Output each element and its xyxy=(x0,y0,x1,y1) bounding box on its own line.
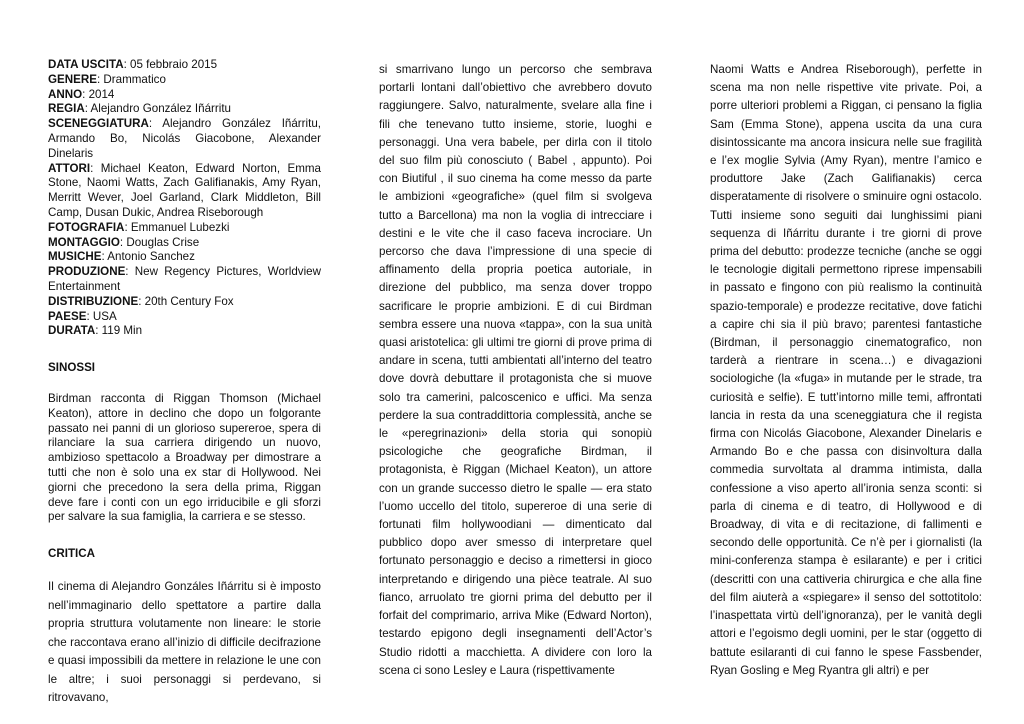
credit-country: PAESE: USA xyxy=(48,309,117,323)
credit-editing: MONTAGGIO: Douglas Crise xyxy=(48,235,200,249)
credit-year: ANNO: 2014 xyxy=(48,87,115,101)
credit-director: REGIA: Alejandro González Iñárritu xyxy=(48,102,232,116)
credit-distribution: DISTRIBUZIONE: 20th Century Fox xyxy=(48,294,234,308)
credit-duration: DURATA: 119 Min xyxy=(48,324,143,338)
credit-genre: GENERE: Drammatico xyxy=(48,72,166,86)
sinossi-text: Birdman racconta di Riggan Thomson (Michael Keaton), attore in declino che dopo un folgorante passato nei panni di un glorioso supereroe, spera di rilanciare la sua carriera dirigendo un nuovo, ambizioso spettacolo a Broadway per dimostrare a tutti che non è solo una ex star di Hollywood. Nei giorni che precedono la sera della prima, Riggan deve fare i conti con un ego irriducibile e gli sforzi per salvare la sua famiglia, la carriera e se stesso. xyxy=(48,391,321,524)
critica-text-part3: Naomi Watts e Andrea Riseborough), perfette in scena ma non nelle rispettive vite private. Poi, a porre ulteriori problemi a Riggan, ci pensano la figlia Sam (Emma Stone), appena uscita da una cura disintossicante ma ancora insicura nelle sue fragilità e l’ex moglie Sylvia (Amy Ryan), mentre l’amico e produttore Jake (Zach Galifianakis) cerca disperatamente di risolvere o sminuire ogni ostacolo. Tutti insieme sono seguiti dai lunghissimi piani sequenza di Iñárritu durante i tre giorni di prove prima del debutto: prodezze tecniche (anche se oggi le tecnologie digitali permettono riprese impensabili in passato e fingono con più realismo la continuità spazio-temporale) e prodezze recitative, dove fatichi a capire chi sia il più bravo; parentesi fantastiche (Birdman, il personaggio cinematografico, non tarderà a rientrare in scena…) e divagazioni sociologiche (la «fuga» in mutande per le strade, tra curiosità e selfie). E tutt’intorno mille temi, affrontati lancia in resta da una sceneggiatura che il regista firma con Nicolás Giacobone, Alexander Dinelaris e Armando Bo e che passa con disinvoltura dalla commedia survoltata al dramma intimista, dalla confessione a viso aperto all’ironia senza sconti: si parla di cinema e di teatro, di Hollywood e di Broadway, di vita e di recitazione, di fallimenti e secondo delle opportunità. Ce n’è per i giornalisti (la mini-conferenza stampa è esilarante) e per i critici (descritti con una cattiveria chirurgica e che alla fine del film aiuterà a «spiegare» il senso del sottotitolo: l’inaspettata virtù dell’ignoranza), per le vanità degli attori e l’egoismo degli uomini, per le star (oggetto di battute esilaranti di cui fanno le spese Fassbender, Ryan Gosling e Meg Ryantra gli altri) e per xyxy=(710,63,982,677)
credit-screenplay: SCENEGGIATURA: Alejandro González Iñárritu, Armando Bo, Nicolás Giacobone, Alexander Dinelaris xyxy=(48,117,321,160)
critica-text-part2: si smarrivano lungo un percorso che sembrava portarli lontani dall’obiettivo che avrebbero dovuto raggiungere. Salvo, naturalmente, svelare alla fine i fili che tenevano tutto insieme, storie, luoghi e personaggi. Una vera babele, per dirla con il titolo del suo film più conosciuto ( Babel , appunto). Poi con Biutiful , il suo cinema ha come messo da parte le ambizioni «geografiche» (quel film si svolgeva tutto a Barcellona) ma non la voglia di intrecciare i destini e le vite che il caso faceva incrociare. Un percorso che dava l’impressione di una specie di affinamento della propria poetica autoriale, in direzione del pubblico, ma senza dover troppo sacrificare le proprie ambizioni. E di cui Birdman sembra essere una nuova «tappa», con la sua unità quasi aristotelica: gli ultimi tre giorni di prove prima di andare in scena, tutti ambientati all’interno del teatro dove dovrà debuttare il protagonista che si muove solo tra camerini, palcoscenico e uffici. Ma senza perdere la sua contraddittoria complessità, anche se le «peregrinazioni» della storia qui sonopiù psicologiche che geografiche Birdman, il protagonista, è Riggan (Michael Keaton), un attore con un grande successo dietro le spalle — era stato l’uomo uccello del titolo, supereroe di una serie di fortunati film hollywoodiani — dimenticato dal pubblico dopo aver smesso di interpretare quel fortunato personaggio e deciso a rimettersi in gioco interpretando e dirigendo una pièce teatrale. Al suo fianco, arruolato tre giorni prima del debutto per il forfait del comprimario, arriva Mike (Edward Norton), testardo epigono degli insegnamenti dell’Actor’s Studio ridotti a macchietta. A dividere con loro la scena ci sono Lesley e Laura (rispettivamente xyxy=(379,63,652,677)
column-right xyxy=(710,61,982,680)
credit-production: PRODUZIONE: New Regency Pictures, Worldview Entertainment xyxy=(48,265,321,293)
credit-music: MUSICHE: Antonio Sanchez xyxy=(48,250,195,264)
credit-actors: ATTORI: Michael Keaton, Edward Norton, Emma Stone, Naomi Watts, Zach Galifianakis, Amy Ryan, Merritt Wever, Joel Garland, Clark Middleton, Bill Camp, Dusan Dukic, Andrea Riseborough xyxy=(48,161,321,219)
credit-release-date: DATA USCITA: 05 febbraio 2015 xyxy=(48,58,218,71)
critica-text-part1: Il cinema di Alejandro Gonzáles Iñárritu si è imposto nell’immaginario dello spettatore a partire dalla propria struttura volutamente non lineare: le storie che raccontava erano all’inizio di difficile decifrazione e quasi impossibili da mettere in relazione le une con le altre; i suoi personaggi si perdevano, si ritrovavano, xyxy=(48,579,321,705)
film-credits xyxy=(48,58,321,339)
critica-heading: CRITICA xyxy=(48,547,96,561)
credit-photography: FOTOGRAFIA: Emmanuel Lubezki xyxy=(48,220,230,234)
column-middle xyxy=(379,61,652,680)
sinossi-heading: SINOSSI xyxy=(48,361,96,375)
column-left xyxy=(48,58,321,708)
